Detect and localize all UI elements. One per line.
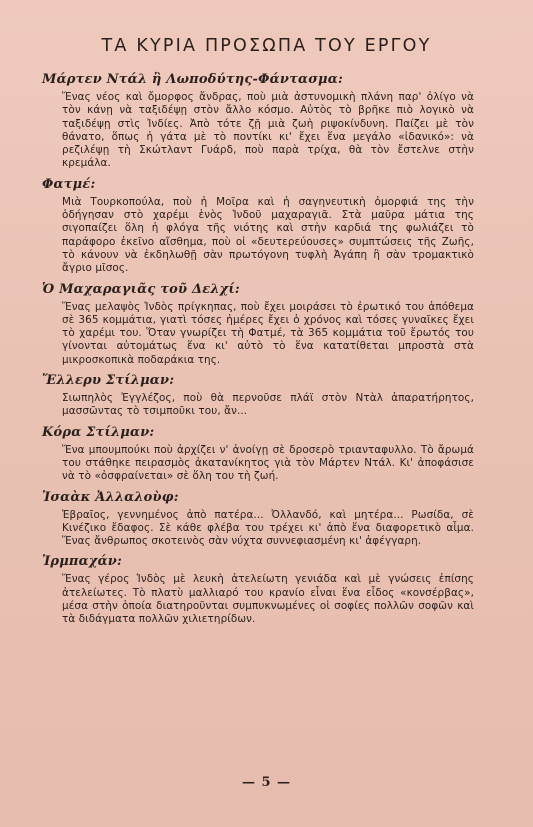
page-title: ΤΑ ΚΥΡΙΑ ΠΡΟΣΩΠΑ ΤΟΥ ΕΡΓΟΥ <box>101 36 432 56</box>
character-list <box>42 72 474 633</box>
character-name: Ἰρμπαχάν: <box>42 554 123 570</box>
character-entry <box>42 554 474 626</box>
character-name: Ὁ Μαχαραγιᾶς τοῦ Δελχί: <box>42 281 240 297</box>
character-entry <box>42 282 474 367</box>
character-description: Μιὰ Τουρκοπούλα, ποὺ ἡ Μοῖρα καὶ ἡ σαγηνευτικὴ ὀμορφιά της τὴν ὁδήγησαν στὸ χαρέμι ἑνὸς Ἰνδοῦ μαχαραγιᾶ. Στὰ μαῦρα μάτια της σιγοπαίζει ὅλη ἡ φλόγα τῆς νιότης καὶ στὴν καρδιά της φωλιάζει τὸ παράφορο ἐκεῖνο αἴσθημα, ποὺ οἱ «δευτερεύουσες» συμπτώσεις τῆς Ζωῆς, τὸ κάνουν νὰ ἐκδηλωθῇ σὰν πρωτόγονη τυφλὴ Ἀγάπη ἢ σὰν τρομακτικὸ ἄγριο μῖσος. <box>62 195 474 275</box>
page-number: — 5 — <box>241 775 292 790</box>
character-entry <box>42 490 474 549</box>
character-description: Ἕνας μελαψὸς Ἰνδὸς πρίγκηπας, ποὺ ἔχει μοιράσει τὸ ἐρωτικό του ἀπόθεμα σὲ 365 κομμάτια, γιατὶ τόσες ἡμέρες ἔχει ὁ χρόνος καὶ τόσες γυναῖκες ἔχει τὸ χαρέμι του. Ὅταν γνωρίζει τὴ Φατμέ, τὰ 365 κομμάτια τοῦ ἔρωτός του γίνονται αὐτομάτως ἕνα κι' αὐτὸ τὸ ἕνα κατατίθεται μπροστὰ στὰ μικροσκοπικὰ ποδαράκια της. <box>62 300 474 366</box>
character-entry <box>42 373 474 419</box>
character-name: Ἔλλερυ Στίλμαν: <box>42 373 175 389</box>
character-description: Ἑβραῖος, γεννημένος ἀπὸ πατέρα... Ὀλλανδό, καὶ μητέρα... Ρωσίδα, σὲ Κινέζικο ἔδαφος. Σὲ κάθε φλέβα του τρέχει κι' ἀπὸ ἕνα διαφορετικὸ αἷμα. Ἕνας ἄνθρωπος σκοτεινὸς σὰν νύχτα συννεφιασμένη κι' ἀφέγγαρη. <box>62 508 474 548</box>
character-description: Σιωπηλὸς Ἐγγλέζος, ποὺ θὰ περνοῦσε πλάϊ στὸν Ντὰλ ἀπαρατήρητος, μασσῶντας τὸ τσιμποῦκι του, ἄν... <box>62 392 474 418</box>
character-entry <box>42 72 474 171</box>
character-name: Μάρτεν Ντάλ ἢ Λωποδύτης-Φάντασμα: <box>42 72 343 87</box>
character-description: Ἕνας γέρος Ἰνδὸς μὲ λευκὴ ἀτελείωτη γενιάδα καὶ μὲ γνώσεις ἐπίσης ἀτελείωτες. Τὸ πλατὺ μαλλιαρό του κρανίο εἶναι ἕνα εἶδος «κονσέρβας», μέσα στὴν ὁποία διατηροῦνται συμπυκνωμένες οἱ σοφίες πολλῶν σοφῶν καὶ τὰ διδάγματα πολλῶν χιλιετηρίδων. <box>62 573 474 626</box>
character-name: Ἰσαὰκ Ἀλλαλοὺφ: <box>42 489 179 505</box>
character-description: Ἕνα μπουμπούκι ποὺ ἀρχίζει ν' ἀνοίγῃ σὲ δροσερὸ τριανταφυλλο. Τὸ ἄρωμά του στάθηκε πειρασμὸς ἀκατανίκητος γιὰ τὸν Μάρτεν Ντάλ. Κι' ἀποφάσισε νὰ τὸ «ὀσφραίνεται» σὲ ὅλη του τὴ ζωή. <box>62 443 474 483</box>
character-name: Φατμέ: <box>42 176 96 192</box>
character-name: Κόρα Στίλμαν: <box>42 424 155 440</box>
character-entry <box>42 425 474 484</box>
character-description: Ἕνας νέος καὶ ὄμορφος ἄνδρας, ποὺ μιὰ ἀστυνομικὴ πλάνη παρ' ὀλίγο νὰ τὸν κάνῃ νὰ ταξιδέψῃ στὸν ἄλλο κόσμο. Αὐτὸς τὸ βρῆκε πιὸ λογικὸ νὰ ταξιδέψῃ στὶς Ἰνδίες. Ἀπὸ τότε ζῇ μιὰ ζωὴ ριψοκίνδυνη. Παίζει μὲ τὸν θάνατο, ὅπως ἡ γάτα μὲ τὸ ποντίκι κι' ἔχει ἕνα μεγάλο «ἰδανικό»: νὰ ρεζιλέψῃ τὴ Σκώτλαντ Γυάρδ, ποὺ παρὰ τρίχα, θὰ τὸν ἔστελνε στὴν κρεμάλα. <box>62 91 474 170</box>
character-entry <box>42 177 474 276</box>
